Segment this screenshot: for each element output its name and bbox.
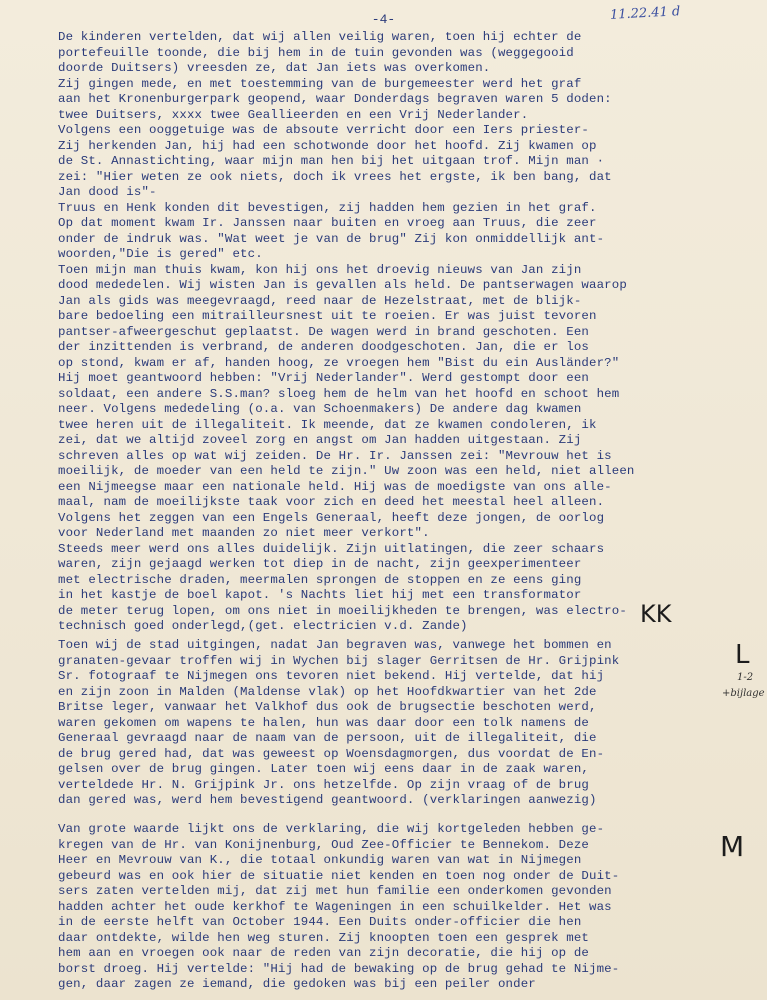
text-line: borst droeg. Hij vertelde: "Hij had de bewaking op de brug gehad te Nijme-	[58, 961, 620, 976]
text-line: technisch goed onderlegd,(get. electricien v.d. Zande)	[58, 619, 468, 633]
text-line: gelsen over de brug gingen. Later toen wij eens daar in de zaak waren,	[58, 762, 589, 776]
text-line: dood mededelen. Wij wisten Jan is gevallen als held. De pantserwagen waarop	[58, 278, 627, 292]
text-line: Generaal gevraagd naar de naam van de persoon, uit de illegaliteit, die	[58, 731, 597, 745]
text-line: bare bedoeling een mitrailleursnest uit te roeien. Er was juist tevoren	[58, 309, 597, 323]
margin-mark-l: L	[735, 640, 750, 670]
text-line: kregen van de Hr. van Konijnenburg, Oud Zee-Officier te Bennekom. Deze	[58, 837, 589, 852]
text-line: maal, nam de moeilijkste taak voor zich en deed het meestal heel alleen.	[58, 495, 605, 509]
text-line: gen, daar zagen ze iemand, die gedoken was bij een peiler onder	[58, 977, 536, 991]
text-line: in de eerste helft van October 1944. Een Duits onder-officier die hen	[58, 915, 582, 929]
text-line: twee heren uit de illegaliteit. Ik meende, dat ze kwamen condoleren, ik	[58, 417, 597, 432]
text-line: Steeds meer werd ons alles duidelijk. Zijn uitlatingen, die zeer schaars	[58, 541, 605, 556]
text-line: twee Duitsers, xxxx twee Geallieerden en een Vrij Nederlander.	[58, 107, 529, 122]
text-line: de brug gered had, dat was geweest op Woensdagmorgen, dus voordat de En-	[58, 746, 605, 761]
text-line: Jan dood is"-	[58, 185, 157, 199]
text-line: der inzittenden is verbrand, de anderen doodgeschoten. Jan, die er los	[58, 340, 589, 354]
text-line: Toen mijn man thuis kwam, kon hij ons het droevig nieuws van Jan zijn	[58, 262, 582, 277]
text-line: met electrische draden, meermalen sprongen de stoppen en ze eens ging	[58, 572, 582, 587]
text-line: Op dat moment kwam Ir. Janssen naar buiten en vroeg aan Truus, die zeer	[58, 216, 597, 230]
text-line: pantser-afweergeschut geplaatst. De wagen werd in brand geschoten. Een	[58, 324, 589, 339]
text-line: portefeuille toonde, die bij hem in de tuin gevonden was (weggegooid	[58, 45, 574, 60]
handwritten-reference: 11.22.41 d	[609, 4, 681, 23]
paragraph-2	[58, 638, 748, 809]
text-line: Toen wij de stad uitgingen, nadat Jan begraven was, vanwege het bommen en	[58, 638, 612, 652]
text-line: Truus en Henk konden dit bevestigen, zij hadden hem gezien in het graf.	[58, 200, 597, 215]
text-line: granaten-gevaar troffen wij in Wychen bij slager Gerritsen de Hr. Grijpink	[58, 653, 620, 668]
text-line: Volgens een ooggetuige was de absoute verricht door een Iers priester-	[58, 123, 589, 137]
text-line: woorden,"Die is gered" etc.	[58, 247, 263, 261]
text-line: zei: "Hier weten ze ook niets, doch ik vrees het ergste, ik ben bang, dat	[58, 169, 612, 184]
text-line: een Nijmeegse maar een nationale held. Hij was de moedigste van ons alle-	[58, 479, 612, 494]
text-line: en zijn zoon in Malden (Maldense vlak) op het Hoofdkwartier van het 2de	[58, 684, 597, 699]
text-line: onder de indruk was. "Wat weet je van de brug" Zij kon onmiddellijk ant-	[58, 231, 605, 246]
text-line: Hij moet geantwoord hebben: "Vrij Nederlander". Werd gestompt door een	[58, 371, 589, 385]
text-line: Heer en Mevrouw van K., die totaal onkundig waren van wat in Nijmegen	[58, 853, 582, 867]
margin-mark-m: M	[720, 830, 745, 863]
text-line: in het kastje de boel kapot. 's Nachts liet hij met een transformator	[58, 588, 582, 602]
page-number: -4-	[371, 12, 396, 27]
text-line: Volgens het zeggen van een Engels Generaal, heeft deze jongen, de oorlog	[58, 510, 605, 525]
text-line: voor Nederland met maanden zo niet meer verkort".	[58, 526, 430, 540]
text-line: dan gered was, werd hem bevestigend geantwoord. (verklaringen aanwezig)	[58, 793, 597, 807]
text-line: sers zaten vertelden mij, dat zij met hun familie een onderkomen gevonden	[58, 884, 612, 898]
margin-note-2: +bijlage	[722, 688, 765, 699]
text-line: waren gekomen om wapens te halen, hun was daar door een tolk namens de	[58, 715, 589, 730]
text-line: daar ontdekte, wilde hen weg sturen. Zij knoopten toen een gesprek met	[58, 930, 589, 945]
paragraph-1	[58, 30, 748, 635]
paragraph-3	[58, 822, 748, 993]
margin-mark-kk: KK	[640, 600, 672, 628]
text-line: Van grote waarde lijkt ons de verklaring, die wij kortgeleden hebben ge-	[58, 822, 605, 836]
text-line: waren, zijn gejaagd werken tot diep in de nacht, zijn geexperimenteer	[58, 557, 582, 571]
text-line: Jan als gids was meegevraagd, reed naar de Hezelstraat, met de blijk-	[58, 293, 582, 308]
margin-note-1: 1-2	[737, 672, 754, 683]
text-line: gebeurd was en ook hier de situatie niet kenden en toen nog onder de Duit-	[58, 868, 620, 883]
text-line: schreven alles op wat wij zeiden. De Hr. Ir. Janssen zei: "Mevrouw het is	[58, 448, 612, 463]
text-line: neer. Volgens mededeling (o.a. van Schoenmakers) De andere dag kwamen	[58, 402, 582, 416]
text-line: Zij herkenden Jan, hij had een schotwonde door het hoofd. Zij kwamen op	[58, 138, 597, 153]
text-line: doorde Duitsers) vreesden ze, dat Jan iets was overkomen.	[58, 61, 491, 75]
text-line: Britse leger, vanwaar het Valkhof dus ook de brugsectie beschoten werd,	[58, 700, 597, 714]
text-line: Zij gingen mede, en met toestemming van de burgemeester werd het graf	[58, 76, 582, 91]
text-line: aan het Kronenburgerpark geopend, waar Donderdags begraven waren 5 doden:	[58, 92, 612, 106]
text-line: hadden achter het oude kerkhof te Wageningen in een schuilkelder. Het was	[58, 899, 612, 914]
text-line: de St. Annastichting, waar mijn man hen bij het uitgaan trof. Mijn man ·	[58, 154, 605, 168]
text-line: De kinderen vertelden, dat wij allen veilig waren, toen hij echter de	[58, 30, 582, 44]
text-line: op stond, kwam er af, handen hoog, ze vroegen hem "Bist du ein Ausländer?"	[58, 355, 620, 370]
text-line: Sr. fotograaf te Nijmegen ons tevoren niet bekend. Hij vertelde, dat hij	[58, 669, 605, 683]
text-line: hem aan en vroegen ook naar de reden van zijn decoratie, die hij op de	[58, 946, 589, 960]
text-line: moeilijk, de moeder van een held te zijn." Uw zoon was een held, niet alleen	[58, 464, 635, 478]
text-line: de meter terug lopen, om ons niet in moeilijkheden te brengen, was electro-	[58, 603, 627, 618]
text-line: verteldede Hr. N. Grijpink Jr. ons hetzelfde. Op zijn vraag of de brug	[58, 777, 589, 792]
text-line: zei, dat we altijd zoveel zorg en angst om Jan hadden uitgestaan. Zij	[58, 433, 582, 447]
text-line: soldaat, een andere S.S.man? sloeg hem de helm van het hoofd en schoot hem	[58, 386, 620, 401]
